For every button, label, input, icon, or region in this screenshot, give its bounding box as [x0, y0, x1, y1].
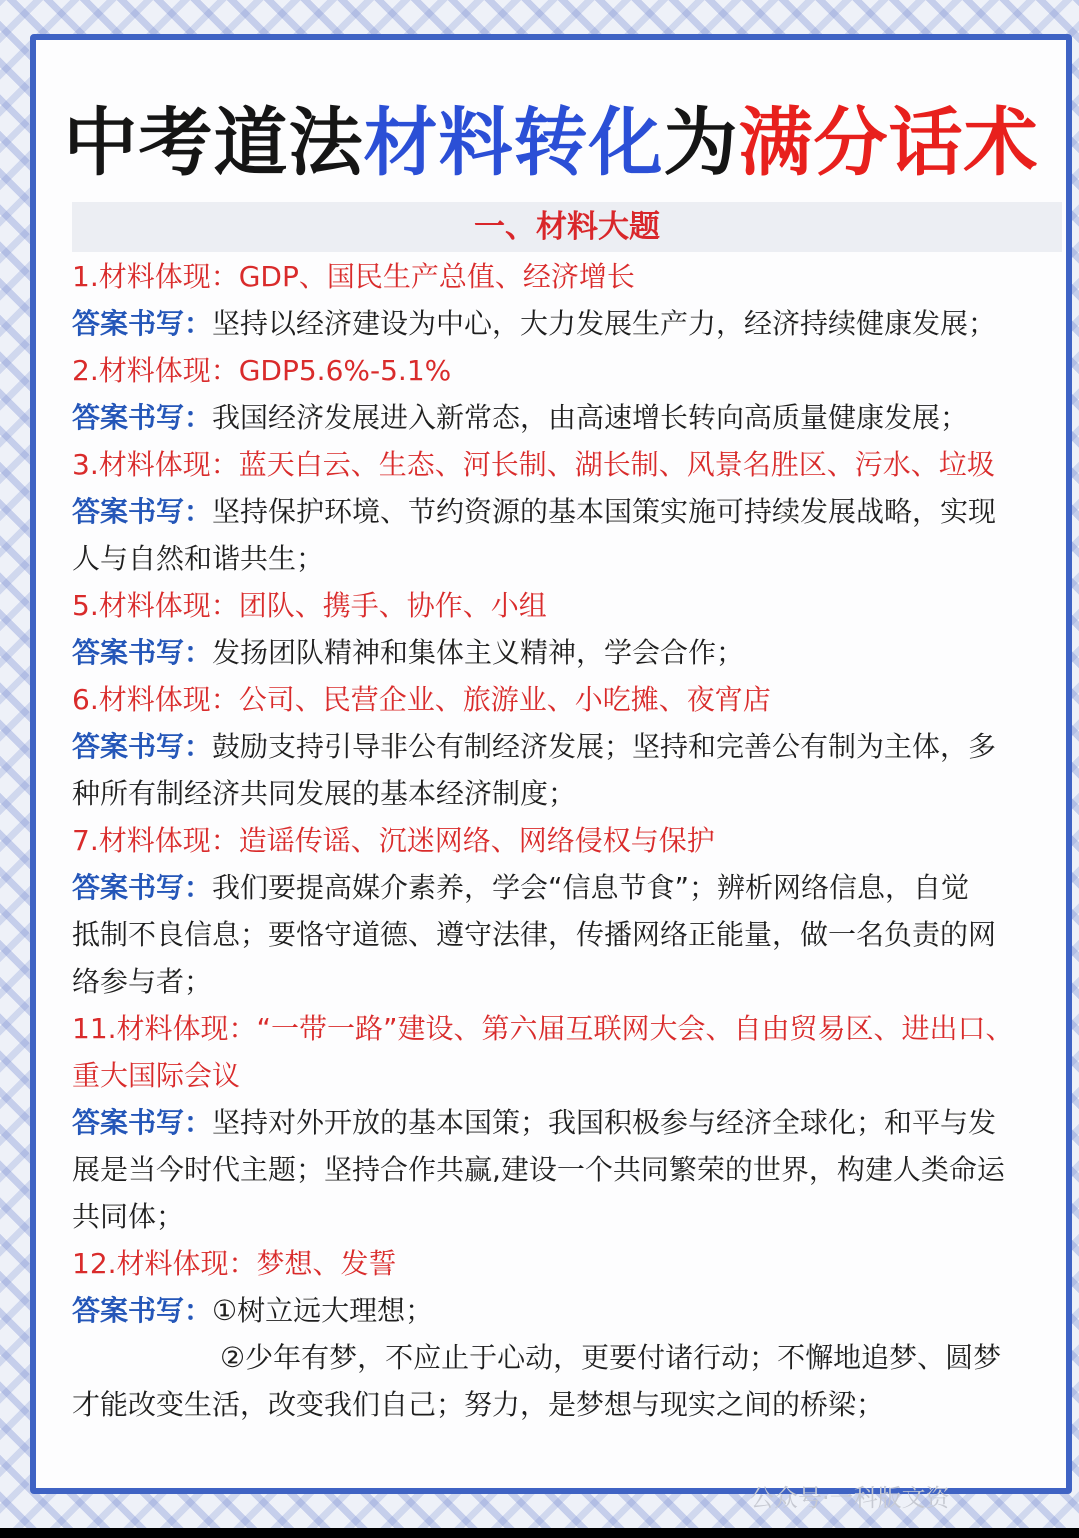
answer-line-cont: 才能改变生活，改变我们自己；努力，是梦想与现实之间的桥梁；: [72, 1388, 885, 1421]
material-line: 3.材料体现：蓝天白云、生态、河长制、湖长制、风景名胜区、污水、垃圾: [72, 448, 995, 481]
title-part-2: 材料转化: [363, 100, 664, 186]
content-body: [72, 253, 1062, 1428]
answer-line: 答案书写：坚持以经济建设为中心，大力发展生产力，经济持续健康发展；: [72, 307, 997, 340]
answer-line: 答案书写：坚持保护环境、节约资源的基本国策实施可持续发展战略，实现: [72, 495, 997, 528]
answer-line-cont: ②少年有梦，不应止于心动，更要付诸行动；不懈地追梦、圆梦: [220, 1341, 1002, 1374]
answer-line: 答案书写：坚持对外开放的基本国策；我国积极参与经济全球化；和平与发: [72, 1106, 997, 1139]
answer-line-cont: 络参与者；: [72, 965, 213, 998]
answer-line-cont: 展是当今时代主题；坚持合作共赢,建设一个共同繁荣的世界，构建人类命运: [72, 1153, 1005, 1186]
material-line-cont: 重大国际会议: [72, 1059, 241, 1092]
bottom-bar: [0, 1528, 1079, 1538]
answer-line: 答案书写：发扬团队精神和集体主义精神，学会合作；: [72, 636, 745, 669]
answer-line-cont: 人与自然和谐共生；: [72, 542, 325, 575]
answer-line: 答案书写：①树立远大理想；: [72, 1294, 434, 1327]
material-line: 11.材料体现：“一带一路”建设、第六届互联网大会、自由贸易区、进出口、: [72, 1012, 1014, 1045]
answer-line: 答案书写：我们要提高媒介素养，学会“信息节食”；辨析网络信息，自觉: [72, 871, 970, 904]
page-title: [36, 98, 1066, 188]
material-line: 1.材料体现：GDP、国民生产总值、经济增长: [72, 260, 635, 293]
title-part-3: 为: [663, 100, 739, 186]
material-line: 7.材料体现：造谣传谣、沉迷网络、网络侵权与保护: [72, 824, 715, 857]
material-line: 2.材料体现：GDP5.6%-5.1%: [72, 354, 452, 387]
material-line: 12.材料体现：梦想、发誓: [72, 1247, 397, 1280]
content-card: [30, 34, 1072, 1494]
answer-line-cont: 种所有制经济共同发展的基本经济制度；: [72, 777, 577, 810]
title-part-1: 中考道法: [63, 100, 364, 186]
watermark: 公众号·一科版文资: [750, 1484, 950, 1512]
answer-line: 答案书写：我国经济发展进入新常态，由高速增长转向高质量健康发展；: [72, 401, 969, 434]
title-part-4: 满分话术: [738, 100, 1039, 186]
answer-line-cont: 共同体；: [72, 1200, 185, 1233]
material-line: 6.材料体现：公司、民营企业、旅游业、小吃摊、夜宵店: [72, 683, 771, 716]
answer-line: 答案书写：鼓励支持引导非公有制经济发展；坚持和完善公有制为主体，多: [72, 730, 997, 763]
material-line: 5.材料体现：团队、携手、协作、小组: [72, 589, 547, 622]
section-heading: 一、材料大题: [72, 202, 1062, 252]
answer-line-cont: 抵制不良信息；要恪守道德、遵守法律，传播网络正能量，做一名负责的网: [72, 918, 997, 951]
